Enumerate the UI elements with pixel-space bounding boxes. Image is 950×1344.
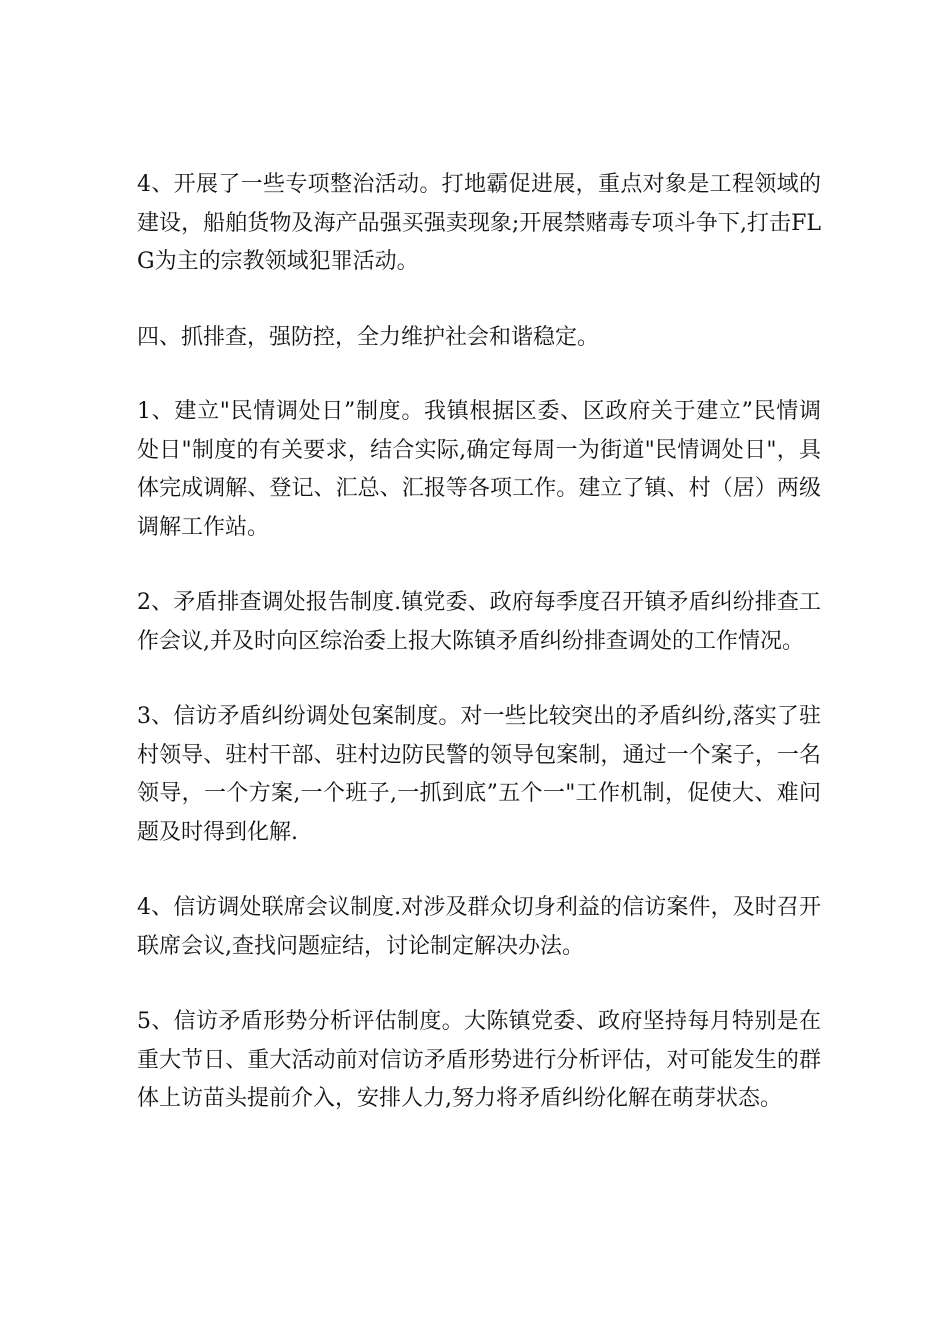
document-body [137,166,821,1156]
paragraph-mediation-day: 1、建立"民情调处日”制度。我镇根据区委、区政府关于建立”民情调处日"制度的有关要求，结合实际,确定每周一为街道"民情调处日"，具体完成调解、登记、汇总、汇报等各项工作。建立了镇、村（居）两级调解工作站。 [137,399,821,540]
paragraph-case-responsibility: 3、信访矛盾纠纷调处包案制度。对一些比较突出的矛盾纠纷,落实了驻村领导、驻村干部、驻村边防民警的领导包案制，通过一个案子，一名领导，一个方案,一个班子,一抓到底”五个一"工作机制，促使大、难问题及时得到化解. [137,704,821,845]
section-heading-four: 四、抓排查，强防控，全力维护社会和谐稳定。 [137,324,600,350]
paragraph-joint-meeting: 4、信访调处联席会议制度.对涉及群众切身利益的信访案件，及时召开联席会议,查找问题症结，讨论制定解决办法。 [137,895,821,959]
paragraph-conflict-reporting: 2、矛盾排查调处报告制度.镇党委、政府每季度召开镇矛盾纠纷排查工作会议,并及时向区综治委上报大陈镇矛盾纠纷排查调处的工作情况。 [137,590,821,654]
paragraph-risk-assessment: 5、信访矛盾形势分析评估制度。大陈镇党委、政府坚持每月特别是在重大节日、重大活动前对信访矛盾形势进行分析评估，对可能发生的群体上访苗头提前介入，安排人力,努力将矛盾纠纷化解在萌芽状态。 [137,1009,821,1111]
paragraph-special-campaigns: 4、开展了一些专项整治活动。打地霸促进展，重点对象是工程领域的建设，船舶货物及海产品强买强卖现象;开展禁赌毒专项斗争下,打击FLG为主的宗教领域犯罪活动。 [137,172,821,274]
